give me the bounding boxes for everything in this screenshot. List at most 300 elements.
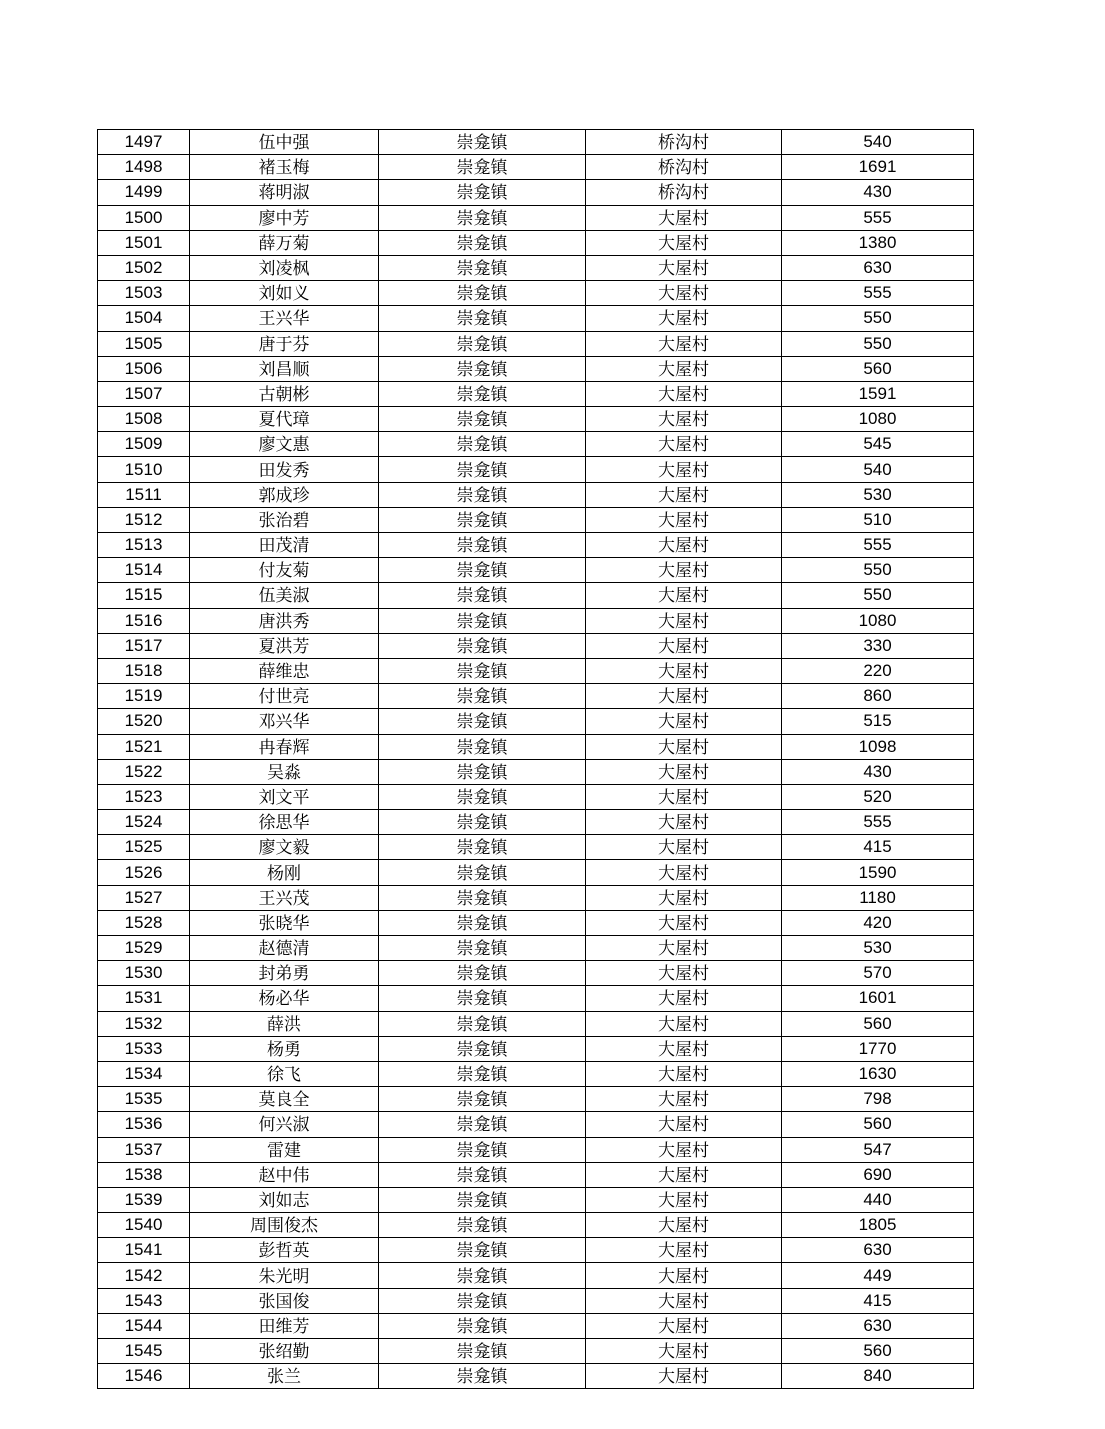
name-cell: 冉春辉 — [190, 734, 379, 759]
table-row — [98, 885, 974, 910]
name-cell: 彭哲英 — [190, 1238, 379, 1263]
name-cell: 古朝彬 — [190, 381, 379, 406]
village-cell: 大屋村 — [586, 457, 782, 482]
table-row — [98, 835, 974, 860]
village-cell: 大屋村 — [586, 1162, 782, 1187]
table-body — [98, 130, 974, 1389]
table-row — [98, 1263, 974, 1288]
row-number-cell: 1511 — [98, 482, 190, 507]
table-row — [98, 407, 974, 432]
amount-cell: 540 — [782, 130, 974, 155]
village-cell: 大屋村 — [586, 633, 782, 658]
table-row — [98, 205, 974, 230]
name-cell: 王兴华 — [190, 306, 379, 331]
amount-cell: 560 — [782, 356, 974, 381]
amount-cell: 555 — [782, 810, 974, 835]
row-number-cell: 1519 — [98, 684, 190, 709]
name-cell: 邓兴华 — [190, 709, 379, 734]
row-number-cell: 1524 — [98, 810, 190, 835]
table-row — [98, 684, 974, 709]
village-cell: 桥沟村 — [586, 155, 782, 180]
town-cell: 崇龛镇 — [379, 533, 586, 558]
town-cell: 崇龛镇 — [379, 608, 586, 633]
row-number-cell: 1499 — [98, 180, 190, 205]
table-row — [98, 784, 974, 809]
name-cell: 伍中强 — [190, 130, 379, 155]
village-cell: 大屋村 — [586, 1288, 782, 1313]
amount-cell: 630 — [782, 1313, 974, 1338]
table-row — [98, 1213, 974, 1238]
town-cell: 崇龛镇 — [379, 180, 586, 205]
row-number-cell: 1506 — [98, 356, 190, 381]
amount-cell: 555 — [782, 205, 974, 230]
row-number-cell: 1503 — [98, 281, 190, 306]
amount-cell: 530 — [782, 936, 974, 961]
table-row — [98, 1011, 974, 1036]
row-number-cell: 1516 — [98, 608, 190, 633]
name-cell: 伍美淑 — [190, 583, 379, 608]
amount-cell: 798 — [782, 1087, 974, 1112]
village-cell: 大屋村 — [586, 1087, 782, 1112]
row-number-cell: 1500 — [98, 205, 190, 230]
name-cell: 张国俊 — [190, 1288, 379, 1313]
town-cell: 崇龛镇 — [379, 1288, 586, 1313]
name-cell: 杨勇 — [190, 1036, 379, 1061]
name-cell: 周围俊杰 — [190, 1213, 379, 1238]
name-cell: 何兴淑 — [190, 1112, 379, 1137]
town-cell: 崇龛镇 — [379, 457, 586, 482]
row-number-cell: 1521 — [98, 734, 190, 759]
village-cell: 大屋村 — [586, 432, 782, 457]
row-number-cell: 1534 — [98, 1061, 190, 1086]
amount-cell: 440 — [782, 1187, 974, 1212]
amount-cell: 547 — [782, 1137, 974, 1162]
town-cell: 崇龛镇 — [379, 936, 586, 961]
town-cell: 崇龛镇 — [379, 331, 586, 356]
village-cell: 大屋村 — [586, 1313, 782, 1338]
amount-cell: 550 — [782, 583, 974, 608]
row-number-cell: 1502 — [98, 255, 190, 280]
village-cell: 大屋村 — [586, 1263, 782, 1288]
row-number-cell: 1498 — [98, 155, 190, 180]
town-cell: 崇龛镇 — [379, 1036, 586, 1061]
table-row — [98, 1036, 974, 1061]
village-cell: 大屋村 — [586, 810, 782, 835]
row-number-cell: 1538 — [98, 1162, 190, 1187]
name-cell: 吴淼 — [190, 759, 379, 784]
village-cell: 大屋村 — [586, 1112, 782, 1137]
amount-cell: 560 — [782, 1339, 974, 1364]
town-cell: 崇龛镇 — [379, 759, 586, 784]
name-cell: 田维芳 — [190, 1313, 379, 1338]
table-row — [98, 1137, 974, 1162]
amount-cell: 630 — [782, 255, 974, 280]
row-number-cell: 1501 — [98, 230, 190, 255]
village-cell: 桥沟村 — [586, 130, 782, 155]
town-cell: 崇龛镇 — [379, 432, 586, 457]
amount-cell: 430 — [782, 180, 974, 205]
name-cell: 徐飞 — [190, 1061, 379, 1086]
name-cell: 田茂清 — [190, 533, 379, 558]
village-cell: 大屋村 — [586, 1061, 782, 1086]
town-cell: 崇龛镇 — [379, 1087, 586, 1112]
village-cell: 大屋村 — [586, 205, 782, 230]
town-cell: 崇龛镇 — [379, 1238, 586, 1263]
row-number-cell: 1507 — [98, 381, 190, 406]
row-number-cell: 1546 — [98, 1364, 190, 1389]
village-cell: 大屋村 — [586, 533, 782, 558]
table-row — [98, 734, 974, 759]
table-row — [98, 608, 974, 633]
row-number-cell: 1543 — [98, 1288, 190, 1313]
amount-cell: 550 — [782, 306, 974, 331]
village-cell: 大屋村 — [586, 558, 782, 583]
amount-cell: 1080 — [782, 608, 974, 633]
amount-cell: 840 — [782, 1364, 974, 1389]
village-cell: 大屋村 — [586, 1213, 782, 1238]
town-cell: 崇龛镇 — [379, 784, 586, 809]
table-row — [98, 507, 974, 532]
village-cell: 大屋村 — [586, 709, 782, 734]
amount-cell: 560 — [782, 1112, 974, 1137]
village-cell: 大屋村 — [586, 910, 782, 935]
table-row — [98, 381, 974, 406]
name-cell: 刘文平 — [190, 784, 379, 809]
name-cell: 刘如义 — [190, 281, 379, 306]
amount-cell: 415 — [782, 835, 974, 860]
table-row — [98, 1238, 974, 1263]
village-cell: 大屋村 — [586, 1187, 782, 1212]
amount-cell: 415 — [782, 1288, 974, 1313]
row-number-cell: 1536 — [98, 1112, 190, 1137]
village-cell: 大屋村 — [586, 860, 782, 885]
amount-cell: 1590 — [782, 860, 974, 885]
data-table — [97, 129, 974, 1389]
row-number-cell: 1510 — [98, 457, 190, 482]
table-row — [98, 910, 974, 935]
row-number-cell: 1545 — [98, 1339, 190, 1364]
village-cell: 大屋村 — [586, 1011, 782, 1036]
village-cell: 大屋村 — [586, 407, 782, 432]
name-cell: 张绍勤 — [190, 1339, 379, 1364]
town-cell: 崇龛镇 — [379, 482, 586, 507]
row-number-cell: 1530 — [98, 961, 190, 986]
row-number-cell: 1532 — [98, 1011, 190, 1036]
row-number-cell: 1512 — [98, 507, 190, 532]
town-cell: 崇龛镇 — [379, 407, 586, 432]
table-row — [98, 1313, 974, 1338]
village-cell: 大屋村 — [586, 759, 782, 784]
village-cell: 大屋村 — [586, 961, 782, 986]
town-cell: 崇龛镇 — [379, 1364, 586, 1389]
name-cell: 张晓华 — [190, 910, 379, 935]
town-cell: 崇龛镇 — [379, 709, 586, 734]
amount-cell: 560 — [782, 1011, 974, 1036]
table-row — [98, 961, 974, 986]
row-number-cell: 1509 — [98, 432, 190, 457]
row-number-cell: 1508 — [98, 407, 190, 432]
town-cell: 崇龛镇 — [379, 1011, 586, 1036]
town-cell: 崇龛镇 — [379, 885, 586, 910]
row-number-cell: 1515 — [98, 583, 190, 608]
village-cell: 大屋村 — [586, 734, 782, 759]
village-cell: 大屋村 — [586, 936, 782, 961]
row-number-cell: 1535 — [98, 1087, 190, 1112]
row-number-cell: 1528 — [98, 910, 190, 935]
village-cell: 大屋村 — [586, 507, 782, 532]
amount-cell: 570 — [782, 961, 974, 986]
row-number-cell: 1537 — [98, 1137, 190, 1162]
town-cell: 崇龛镇 — [379, 1112, 586, 1137]
table-row — [98, 986, 974, 1011]
row-number-cell: 1514 — [98, 558, 190, 583]
amount-cell: 330 — [782, 633, 974, 658]
amount-cell: 555 — [782, 281, 974, 306]
name-cell: 赵德清 — [190, 936, 379, 961]
town-cell: 崇龛镇 — [379, 1339, 586, 1364]
name-cell: 蒋明淑 — [190, 180, 379, 205]
table-row — [98, 1187, 974, 1212]
name-cell: 封弟勇 — [190, 961, 379, 986]
name-cell: 刘昌顺 — [190, 356, 379, 381]
table-row — [98, 482, 974, 507]
town-cell: 崇龛镇 — [379, 633, 586, 658]
town-cell: 崇龛镇 — [379, 281, 586, 306]
amount-cell: 1098 — [782, 734, 974, 759]
town-cell: 崇龛镇 — [379, 583, 586, 608]
town-cell: 崇龛镇 — [379, 381, 586, 406]
table-row — [98, 1339, 974, 1364]
name-cell: 王兴茂 — [190, 885, 379, 910]
name-cell: 廖中芳 — [190, 205, 379, 230]
name-cell: 唐洪秀 — [190, 608, 379, 633]
name-cell: 褚玉梅 — [190, 155, 379, 180]
row-number-cell: 1518 — [98, 658, 190, 683]
amount-cell: 860 — [782, 684, 974, 709]
table-row — [98, 936, 974, 961]
amount-cell: 1691 — [782, 155, 974, 180]
town-cell: 崇龛镇 — [379, 558, 586, 583]
town-cell: 崇龛镇 — [379, 658, 586, 683]
town-cell: 崇龛镇 — [379, 986, 586, 1011]
name-cell: 刘凌枫 — [190, 255, 379, 280]
town-cell: 崇龛镇 — [379, 1313, 586, 1338]
amount-cell: 630 — [782, 1238, 974, 1263]
row-number-cell: 1517 — [98, 633, 190, 658]
amount-cell: 555 — [782, 533, 974, 558]
table-row — [98, 1112, 974, 1137]
village-cell: 大屋村 — [586, 684, 782, 709]
village-cell: 大屋村 — [586, 482, 782, 507]
town-cell: 崇龛镇 — [379, 507, 586, 532]
name-cell: 付友菊 — [190, 558, 379, 583]
village-cell: 大屋村 — [586, 331, 782, 356]
name-cell: 张兰 — [190, 1364, 379, 1389]
table-row — [98, 658, 974, 683]
name-cell: 薛洪 — [190, 1011, 379, 1036]
amount-cell: 690 — [782, 1162, 974, 1187]
name-cell: 杨刚 — [190, 860, 379, 885]
amount-cell: 420 — [782, 910, 974, 935]
town-cell: 崇龛镇 — [379, 860, 586, 885]
village-cell: 大屋村 — [586, 784, 782, 809]
town-cell: 崇龛镇 — [379, 155, 586, 180]
amount-cell: 1080 — [782, 407, 974, 432]
row-number-cell: 1540 — [98, 1213, 190, 1238]
row-number-cell: 1544 — [98, 1313, 190, 1338]
amount-cell: 510 — [782, 507, 974, 532]
amount-cell: 515 — [782, 709, 974, 734]
row-number-cell: 1527 — [98, 885, 190, 910]
name-cell: 郭成珍 — [190, 482, 379, 507]
row-number-cell: 1531 — [98, 986, 190, 1011]
amount-cell: 1630 — [782, 1061, 974, 1086]
name-cell: 雷建 — [190, 1137, 379, 1162]
table-row — [98, 1061, 974, 1086]
name-cell: 杨必华 — [190, 986, 379, 1011]
town-cell: 崇龛镇 — [379, 356, 586, 381]
row-number-cell: 1542 — [98, 1263, 190, 1288]
name-cell: 夏代璋 — [190, 407, 379, 432]
table-row — [98, 860, 974, 885]
village-cell: 大屋村 — [586, 583, 782, 608]
town-cell: 崇龛镇 — [379, 810, 586, 835]
row-number-cell: 1522 — [98, 759, 190, 784]
amount-cell: 1380 — [782, 230, 974, 255]
town-cell: 崇龛镇 — [379, 835, 586, 860]
table-row — [98, 1288, 974, 1313]
table-row — [98, 331, 974, 356]
amount-cell: 1770 — [782, 1036, 974, 1061]
row-number-cell: 1523 — [98, 784, 190, 809]
village-cell: 大屋村 — [586, 230, 782, 255]
town-cell: 崇龛镇 — [379, 1162, 586, 1187]
amount-cell: 1805 — [782, 1213, 974, 1238]
name-cell: 薛维忠 — [190, 658, 379, 683]
amount-cell: 449 — [782, 1263, 974, 1288]
town-cell: 崇龛镇 — [379, 1213, 586, 1238]
town-cell: 崇龛镇 — [379, 255, 586, 280]
table-row — [98, 180, 974, 205]
name-cell: 田发秀 — [190, 457, 379, 482]
amount-cell: 1591 — [782, 381, 974, 406]
amount-cell: 530 — [782, 482, 974, 507]
row-number-cell: 1520 — [98, 709, 190, 734]
village-cell: 大屋村 — [586, 1364, 782, 1389]
table-row — [98, 558, 974, 583]
name-cell: 廖文毅 — [190, 835, 379, 860]
row-number-cell: 1497 — [98, 130, 190, 155]
table-row — [98, 709, 974, 734]
table-row — [98, 810, 974, 835]
row-number-cell: 1504 — [98, 306, 190, 331]
town-cell: 崇龛镇 — [379, 205, 586, 230]
name-cell: 刘如志 — [190, 1187, 379, 1212]
table-row — [98, 1162, 974, 1187]
table-row — [98, 1087, 974, 1112]
row-number-cell: 1526 — [98, 860, 190, 885]
name-cell: 张治碧 — [190, 507, 379, 532]
table-row — [98, 633, 974, 658]
town-cell: 崇龛镇 — [379, 306, 586, 331]
row-number-cell: 1505 — [98, 331, 190, 356]
table-row — [98, 759, 974, 784]
village-cell: 大屋村 — [586, 281, 782, 306]
town-cell: 崇龛镇 — [379, 734, 586, 759]
village-cell: 大屋村 — [586, 885, 782, 910]
village-cell: 大屋村 — [586, 1238, 782, 1263]
name-cell: 赵中伟 — [190, 1162, 379, 1187]
amount-cell: 1601 — [782, 986, 974, 1011]
row-number-cell: 1529 — [98, 936, 190, 961]
town-cell: 崇龛镇 — [379, 1263, 586, 1288]
village-cell: 大屋村 — [586, 1036, 782, 1061]
amount-cell: 1180 — [782, 885, 974, 910]
amount-cell: 545 — [782, 432, 974, 457]
village-cell: 大屋村 — [586, 658, 782, 683]
town-cell: 崇龛镇 — [379, 1187, 586, 1212]
table-row — [98, 281, 974, 306]
row-number-cell: 1525 — [98, 835, 190, 860]
village-cell: 大屋村 — [586, 255, 782, 280]
table-row — [98, 230, 974, 255]
town-cell: 崇龛镇 — [379, 910, 586, 935]
village-cell: 大屋村 — [586, 608, 782, 633]
village-cell: 桥沟村 — [586, 180, 782, 205]
table-row — [98, 533, 974, 558]
town-cell: 崇龛镇 — [379, 130, 586, 155]
village-cell: 大屋村 — [586, 835, 782, 860]
town-cell: 崇龛镇 — [379, 1137, 586, 1162]
name-cell: 莫良全 — [190, 1087, 379, 1112]
amount-cell: 550 — [782, 331, 974, 356]
name-cell: 薛万菊 — [190, 230, 379, 255]
amount-cell: 520 — [782, 784, 974, 809]
table-row — [98, 1364, 974, 1389]
row-number-cell: 1541 — [98, 1238, 190, 1263]
amount-cell: 220 — [782, 658, 974, 683]
row-number-cell: 1539 — [98, 1187, 190, 1212]
village-cell: 大屋村 — [586, 986, 782, 1011]
table-row — [98, 457, 974, 482]
row-number-cell: 1513 — [98, 533, 190, 558]
amount-cell: 550 — [782, 558, 974, 583]
town-cell: 崇龛镇 — [379, 684, 586, 709]
table-row — [98, 356, 974, 381]
table-row — [98, 130, 974, 155]
town-cell: 崇龛镇 — [379, 1061, 586, 1086]
name-cell: 唐于芬 — [190, 331, 379, 356]
name-cell: 廖文惠 — [190, 432, 379, 457]
table-row — [98, 432, 974, 457]
town-cell: 崇龛镇 — [379, 230, 586, 255]
table-row — [98, 155, 974, 180]
name-cell: 付世亮 — [190, 684, 379, 709]
amount-cell: 430 — [782, 759, 974, 784]
village-cell: 大屋村 — [586, 306, 782, 331]
village-cell: 大屋村 — [586, 381, 782, 406]
village-cell: 大屋村 — [586, 356, 782, 381]
name-cell: 夏洪芳 — [190, 633, 379, 658]
row-number-cell: 1533 — [98, 1036, 190, 1061]
name-cell: 徐思华 — [190, 810, 379, 835]
amount-cell: 540 — [782, 457, 974, 482]
table-row — [98, 306, 974, 331]
village-cell: 大屋村 — [586, 1137, 782, 1162]
table-row — [98, 583, 974, 608]
town-cell: 崇龛镇 — [379, 961, 586, 986]
name-cell: 朱光明 — [190, 1263, 379, 1288]
